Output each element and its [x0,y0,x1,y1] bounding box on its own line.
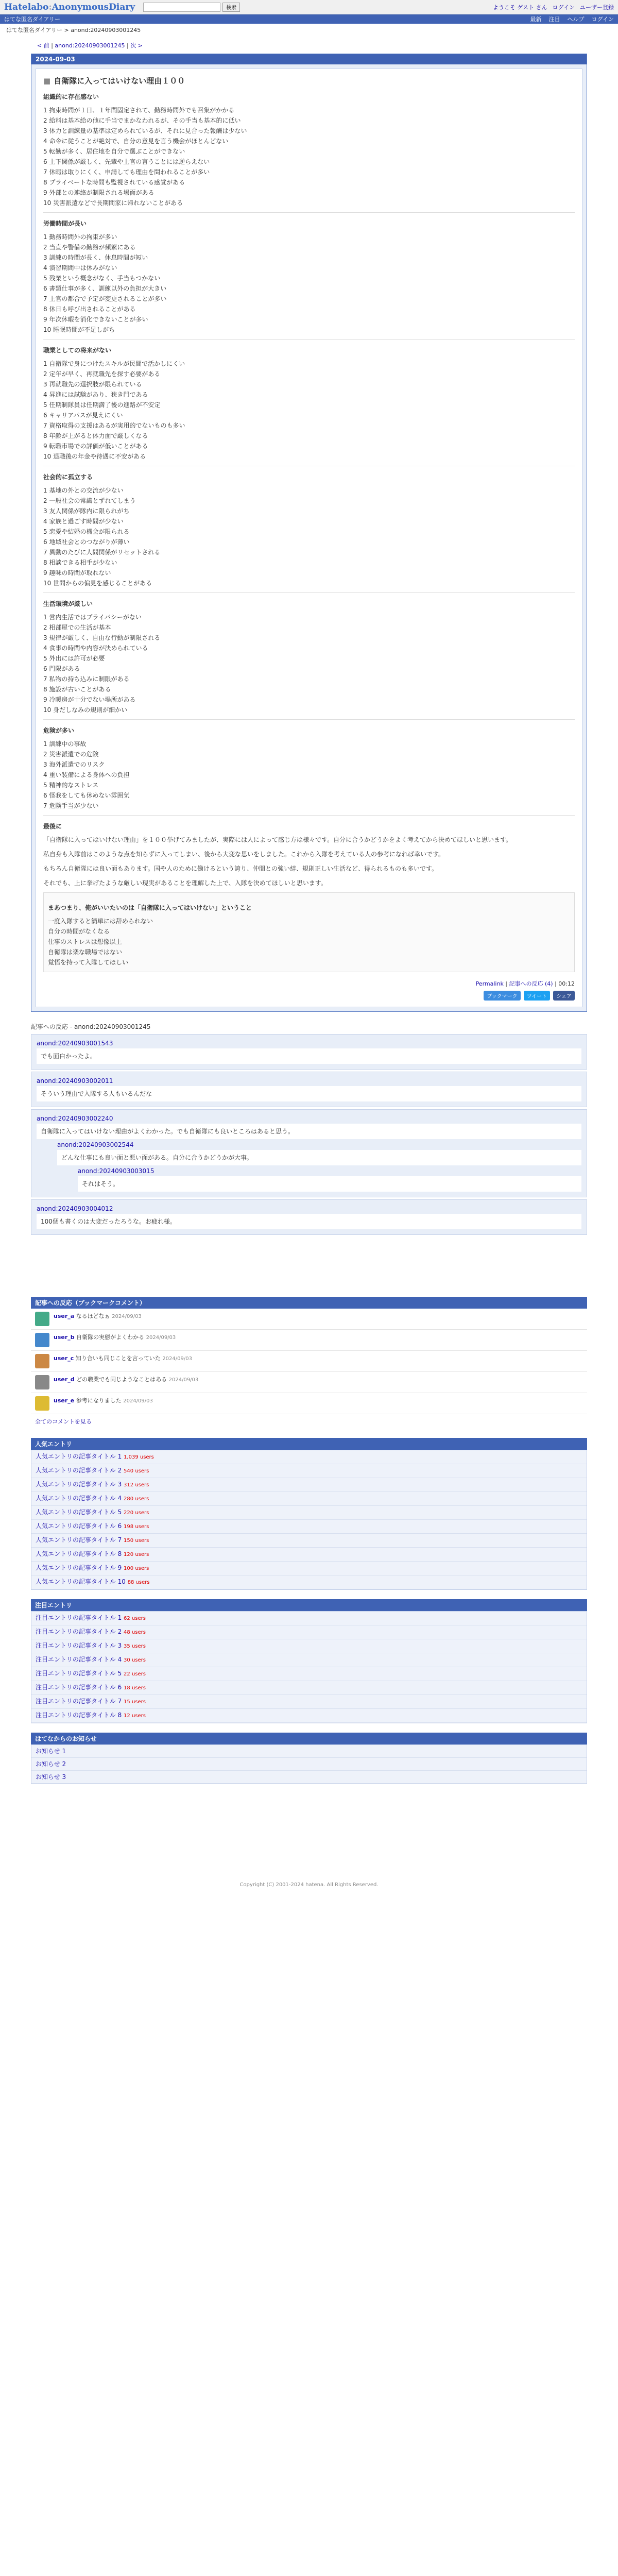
bookmark-date: 2024/09/03 [146,1335,176,1341]
search-button[interactable]: 検索 [222,3,240,12]
user-count[interactable]: 12 users [124,1713,146,1719]
section-line: 4 家族と過ごす時間が少ない [43,518,124,525]
entry-section [36,69,582,1007]
bookmark-content [54,1396,153,1411]
section-line: 3 再就職先の選択肢が限られている [43,381,142,388]
section-line: 8 施設が古いことがある [43,686,111,693]
list-item-link[interactable]: お知らせ 3 [36,1773,66,1781]
quote-line: 覚悟を持って入隊してほしい [48,959,129,966]
site-logo[interactable]: Hatelabo:AnonymousDiary [4,2,135,12]
bookmark-button[interactable]: ブックマーク [484,991,520,1001]
bookmark-row [31,1351,587,1372]
list-item [31,1695,587,1709]
top-links [493,3,614,11]
section-line: 4 食事の時間や内容が決められている [43,645,148,652]
sub-link-2[interactable]: ヘルプ [567,16,585,23]
bookmark-user[interactable]: user_d [54,1376,75,1383]
next-link[interactable]: 次 > [130,42,143,49]
more-heading: はてなからのお知らせ [31,1733,587,1744]
divider [43,815,575,816]
avatar[interactable] [35,1396,49,1411]
list-item-link[interactable]: 注目エントリの記事タイトル 6 [36,1684,122,1691]
bookmark-user[interactable]: user_c [54,1355,74,1362]
search-form [143,3,240,12]
section-line: 1 訓練中の事故 [43,740,87,748]
site-footer: Copyright (C) 2001-2024 hatena. All Rights Reserved. [239,1882,379,1888]
bookmark-comments [31,1297,587,1429]
section-line: 2 定年が早く、再就職先を探す必要がある [43,370,161,378]
user-count[interactable]: 220 users [124,1510,149,1516]
list-item-link[interactable]: 人気エントリの記事タイトル 8 [36,1550,122,1557]
bookmark-date: 2024/09/03 [162,1356,192,1362]
list-item [31,1575,587,1589]
bookmark-row [31,1393,587,1414]
bookmark-content [54,1312,142,1326]
list-item-link[interactable]: 注目エントリの記事タイトル 3 [36,1642,122,1649]
section-line: 6 キャリアパスが見えにくい [43,412,123,419]
section-heading: 危険が多い [43,727,75,734]
response-item [57,1141,581,1192]
sub-link-0[interactable]: 最新 [530,16,542,23]
response-item [37,1040,581,1064]
section-heading: 生活環境が厳しい [43,600,93,607]
section-line: 3 訓練の時間が長く、休息時間が短い [43,254,148,261]
user-count[interactable]: 540 users [124,1468,149,1474]
response-box [31,1109,587,1197]
list-item-link[interactable]: 人気エントリの記事タイトル 1 [36,1453,122,1460]
responses-heading: 記事への反応 - anond:20240903001245 [31,1023,151,1030]
bookmark-date: 2024/09/03 [168,1377,199,1383]
section-line: 5 任期制隊員は任期満了後の進路が不安定 [43,401,161,409]
section-line: 7 資格取得の支援はあるが実用的でないものも多い [43,422,185,429]
top-link-1[interactable]: ログイン [552,4,575,11]
divider [43,212,575,213]
section-line: 1 自衛隊で身につけたスキルが民間で活かしにくい [43,360,185,367]
closing-paragraph: もちろん自衛隊には良い面もあります。国や人のために働けるという誇り、仲間との強い絆、規則正しい生活など、得られるものも多いです。 [43,865,438,872]
closing-paragraph: 私自身も入隊前はこのような点を知らずに入ってしまい、後から大変な思いをしました。これから入隊を考えている人の参考になれば幸いです。 [43,851,445,858]
share-button[interactable]: シェア [553,991,575,1001]
response-replies [78,1167,581,1192]
avatar[interactable] [35,1354,49,1368]
list-item [31,1681,587,1695]
list-item-link[interactable]: 注目エントリの記事タイトル 2 [36,1628,122,1635]
list-item-link[interactable]: 注目エントリの記事タイトル 7 [36,1698,122,1705]
section-line: 2 給料は基本給の他に手当でまかなわれるが、その手当も基本的に低い [43,117,241,124]
top-link-2[interactable]: ユーザー登録 [580,4,614,11]
section-line: 9 冷暖房が十分でない場所がある [43,696,136,703]
response-link[interactable]: anond:20240903003015 [78,1167,154,1175]
section-line: 2 一般社会の常識とずれてしまう [43,497,136,504]
user-count[interactable]: 35 users [124,1643,146,1649]
entry-time: 00:12 [558,980,575,987]
section-line: 10 身だしなみの規則が細かい [43,706,128,714]
list-item [31,1450,587,1464]
section-line: 9 外部との連絡が制限される場面がある [43,189,154,196]
response-box [31,1034,587,1070]
response-text: 自衛隊に入ってはいけない理由がよくわかった。でも自衛隊にも良いところはあると思う。 [37,1124,581,1139]
list-item [31,1758,587,1771]
section-line: 2 災害派遣での危険 [43,751,99,758]
quote-line: 一度入隊すると簡単には辞められない [48,918,153,925]
more-list [31,1744,587,1784]
breadcrumb: はてな匿名ダイアリー > anond:20240903001245 [6,27,141,33]
section-line: 9 趣味の時間が取れない [43,569,111,577]
list-item-link[interactable]: 人気エントリの記事タイトル 6 [36,1522,122,1530]
bookmark-heading: 記事への反応（ブックマークコメント） [31,1297,587,1309]
section-line: 10 世間からの偏見を感じることがある [43,580,152,587]
section-line: 4 命令に従うことが絶対で、自分の意見を言う機会がほとんどない [43,138,229,145]
quote-line: 自衛隊は楽な職場ではない [48,948,123,956]
entry-footer: Permalink | 記事への反応 (4) | 00:12 [475,980,575,987]
section-heading: 組織的に存在感ない [43,93,99,100]
popular-heading: 人気エントリ [31,1438,587,1450]
entry-pager: < 前 | anond:20240903001245 | 次 > [37,42,143,49]
response-link[interactable]: anond:20240903002544 [57,1141,134,1148]
share-buttons [43,991,575,1001]
response-text: どんな仕事にも良い面と悪い面がある。自分に合うかどうかが大事。 [57,1150,581,1165]
sub-nav-links [530,15,614,23]
responses-link[interactable]: 記事への反応 (4) [509,980,553,987]
response-item [37,1205,581,1229]
sub-nav-bar [0,14,618,24]
bookmark-user[interactable]: user_b [54,1334,75,1341]
list-item-link[interactable]: 人気エントリの記事タイトル 2 [36,1467,122,1474]
section-line: 1 営内生活ではプライバシーがない [43,614,142,621]
response-item [37,1077,581,1101]
list-item-link[interactable]: 注目エントリの記事タイトル 5 [36,1670,122,1677]
section-line: 1 勤務時間外の拘束が多い [43,233,117,241]
popular-list [31,1450,587,1590]
list-item-link[interactable]: 人気エントリの記事タイトル 7 [36,1536,122,1544]
list-item [31,1492,587,1506]
section-line: 6 門限がある [43,665,80,672]
response-text: でも面白かったよ。 [37,1048,581,1064]
response-link[interactable]: anond:20240903001543 [37,1040,113,1047]
avatar[interactable] [35,1312,49,1326]
section-line: 7 危険手当が少ない [43,802,99,809]
section-heading: 職業としての将来がない [43,347,112,354]
subbar-home-link[interactable]: はてな匿名ダイアリー [4,16,61,23]
user-count[interactable]: 15 users [124,1699,146,1705]
list-item [31,1745,587,1758]
list-item-link[interactable]: 人気エントリの記事タイトル 10 [36,1578,126,1585]
section-line: 7 上官の都合で予定が変更されることが多い [43,295,167,302]
bookmark-row [31,1372,587,1393]
section-line: 5 外出には許可が必要 [43,655,105,662]
list-item [31,1771,587,1784]
response-item [37,1115,581,1192]
list-item-link[interactable]: 注目エントリの記事タイトル 4 [36,1656,122,1663]
bookmark-comment: なるほどなぁ [74,1313,112,1319]
list-item [31,1464,587,1478]
response-replies [57,1141,581,1192]
section-line: 6 怪我をしても休めない雰囲気 [43,792,130,799]
section-line: 6 書類仕事が多く、訓練以外の負担が大きい [43,285,167,292]
bookmark-content [54,1333,176,1347]
section-line: 9 転職市場での評価が低いことがある [43,443,148,450]
responses-list [31,1034,587,1235]
list-item [31,1653,587,1667]
list-item [31,1709,587,1723]
list-item [31,1534,587,1548]
section-line: 3 規律が厳しく、自由な行動が制限される [43,634,161,641]
day-date: 2024-09-03 [31,54,587,64]
response-box [31,1199,587,1235]
list-item-link[interactable]: お知らせ 2 [36,1760,66,1768]
list-item [31,1520,587,1534]
list-item [31,1625,587,1639]
section-line: 1 基地の外との交流が少ない [43,487,124,494]
closing-heading: 最後に [43,823,62,830]
list-item [31,1478,587,1492]
user-count[interactable]: 1,039 users [124,1454,154,1460]
section-line: 7 異動のたびに人間関係がリセットされる [43,549,161,556]
divider [43,339,575,340]
user-count[interactable]: 30 users [124,1657,146,1663]
quote-block [43,892,575,972]
response-text: それはそう。 [78,1176,581,1192]
section-line: 8 年齢が上がると体力面で厳しくなる [43,432,148,439]
response-text: そういう理由で入隊する人もいるんだな [37,1086,581,1101]
sub-link-1[interactable]: 注目 [548,16,560,23]
bookmark-user[interactable]: user_a [54,1313,75,1319]
section-line: 1 拘束時間が１日、１年間固定されて、勤務時間外でも召集がかかる [43,107,235,114]
bookmark-user[interactable]: user_e [54,1397,75,1404]
section-line: 10 睡眠時間が不足しがち [43,326,115,333]
main-content [31,36,587,1888]
section-line: 2 相部屋での生活が基本 [43,624,111,631]
section-line: 8 プライベートな時間も監視されている感覚がある [43,179,185,186]
section-line: 6 上下関係が厳しく、先輩や上官の言うことには逆らえない [43,158,210,165]
section-line: 10 退職後の年金や待遇に不安がある [43,453,146,460]
entry-id-link[interactable]: anond:20240903001245 [55,42,125,49]
response-box [31,1072,587,1107]
user-count[interactable]: 280 users [124,1496,149,1502]
list-item-link[interactable]: 注目エントリの記事タイトル 1 [36,1614,122,1621]
section-line: 3 体力と訓練量の基準は定められているが、それに見合った報酬は少ない [43,127,247,134]
avatar[interactable] [35,1375,49,1389]
bookmark-comment: 自衛隊の実態がよくわかる [74,1334,146,1341]
user-count[interactable]: 62 users [124,1616,146,1621]
list-item [31,1562,587,1575]
bookmark-row [31,1330,587,1351]
list-item [31,1548,587,1562]
user-count[interactable]: 18 users [124,1685,146,1691]
response-link[interactable]: anond:20240903002240 [37,1115,113,1122]
all-comments-link[interactable]: 全てのコメントを見る [35,1418,92,1425]
response-text: 100個も書くのは大変だったろうな。お疲れ様。 [37,1214,581,1229]
section-line: 4 昇進には試験があり、狭き門である [43,391,148,398]
section-line: 4 重い装備による身体への負担 [43,771,130,778]
user-count[interactable]: 48 users [124,1630,146,1635]
user-count[interactable]: 150 users [124,1538,149,1544]
sub-link-3[interactable]: ログイン [591,16,614,23]
bookmark-comment: どの職業でも同じようなことはある [74,1376,169,1383]
avatar[interactable] [35,1333,49,1347]
user-count[interactable]: 198 users [124,1524,149,1530]
quote-line: 自分の時間がなくなる [48,928,110,935]
entry-body [43,92,575,972]
section-line: 8 相談できる相手が少ない [43,559,117,566]
day-block [31,54,587,1012]
list-item-link[interactable]: お知らせ 1 [36,1748,66,1755]
bookmark-date: 2024/09/03 [112,1314,142,1319]
response-item [78,1167,581,1192]
section-line: 5 残業という概念がなく、手当もつかない [43,275,161,282]
section-line: 9 年次休暇を消化できないことが多い [43,316,148,323]
section-heading: 社会的に孤立する [43,473,93,481]
bookmark-comment: 参考になりました [74,1397,124,1404]
user-count[interactable]: 22 users [124,1671,146,1677]
list-item [31,1506,587,1520]
section-line: 8 休日も呼び出されることがある [43,306,136,313]
response-link[interactable]: anond:20240903004012 [37,1205,113,1212]
closing-paragraph: それでも、上に挙げたような厳しい現実があることを理解した上で、入隊を決めてほしいと思います。 [43,879,327,887]
quote-heading: まあつまり、俺がいいたいのは「自衛隊に入ってはいけない」ということ [48,904,252,911]
response-link[interactable]: anond:20240903002011 [37,1077,113,1084]
bookmark-content [54,1354,192,1368]
section-heading: 労働時間が長い [43,220,87,227]
tweet-button[interactable]: ツイート [524,991,551,1001]
section-line: 6 地域社会とのつながりが薄い [43,538,130,546]
section-line: 5 精神的なストレス [43,782,99,789]
bookmark-row [31,1309,587,1330]
entry-title-text: 自衛隊に入ってはいけない理由１００ [54,76,185,86]
closing-paragraph: 「自衛隊に入ってはいけない理由」を１００挙げてみましたが、実際には人によって感じ方は様々です。自分に合うかどうかをよく考えてから決めてほしいと思います。 [43,836,512,843]
top-link-0[interactable]: ようこそ ゲスト さん [492,4,547,11]
permalink-link[interactable]: Permalink [475,980,504,987]
quote-line: 仕事のストレスは想像以上 [48,938,122,945]
list-item-link[interactable]: 注目エントリの記事タイトル 8 [36,1711,122,1719]
section-line: 3 友人関係が隊内に限られがち [43,507,130,515]
user-count[interactable]: 100 users [124,1566,149,1571]
section-line: 4 演習期間中は休みがない [43,264,117,272]
list-item-link[interactable]: 人気エントリの記事タイトル 5 [36,1509,122,1516]
list-item-link[interactable]: 人気エントリの記事タイトル 4 [36,1495,122,1502]
section-line: 5 恋愛や結婚の機会が限られる [43,528,130,535]
star-icon[interactable]: ■ [43,76,51,86]
user-count[interactable]: 120 users [124,1552,149,1557]
section-line: 2 当直や警備の勤務が頻繁にある [43,244,136,251]
prev-link[interactable]: < 前 [37,42,49,49]
list-item-link[interactable]: 人気エントリの記事タイトル 3 [36,1481,122,1488]
bookmark-date: 2024/09/03 [123,1398,153,1404]
bookmark-comment: 知り合いも同じことを言っていた [74,1355,163,1362]
section-line: 3 海外派遣でのリスク [43,761,105,768]
user-count[interactable]: 312 users [124,1482,149,1488]
list-item [31,1639,587,1653]
hot-list [31,1611,587,1723]
search-input[interactable] [143,3,220,12]
entry-title [43,75,575,86]
hot-heading: 注目エントリ [31,1599,587,1611]
list-item [31,1667,587,1681]
bookmark-list [31,1309,587,1414]
site-header [0,0,618,14]
list-item [31,1612,587,1625]
bookmark-content [54,1375,198,1389]
user-count[interactable]: 88 users [127,1580,150,1585]
divider [43,719,575,720]
section-line: 5 転勤が多く、居住地を自分で選ぶことができない [43,148,185,155]
section-line: 10 災害派遣などで長期間家に帰れないことがある [43,199,183,207]
divider [43,592,575,593]
section-line: 7 私物の持ち込みに制限がある [43,675,130,683]
section-line: 7 休暇は取りにくく、申請しても理由を問われることが多い [43,168,210,176]
list-item-link[interactable]: 人気エントリの記事タイトル 9 [36,1564,122,1571]
